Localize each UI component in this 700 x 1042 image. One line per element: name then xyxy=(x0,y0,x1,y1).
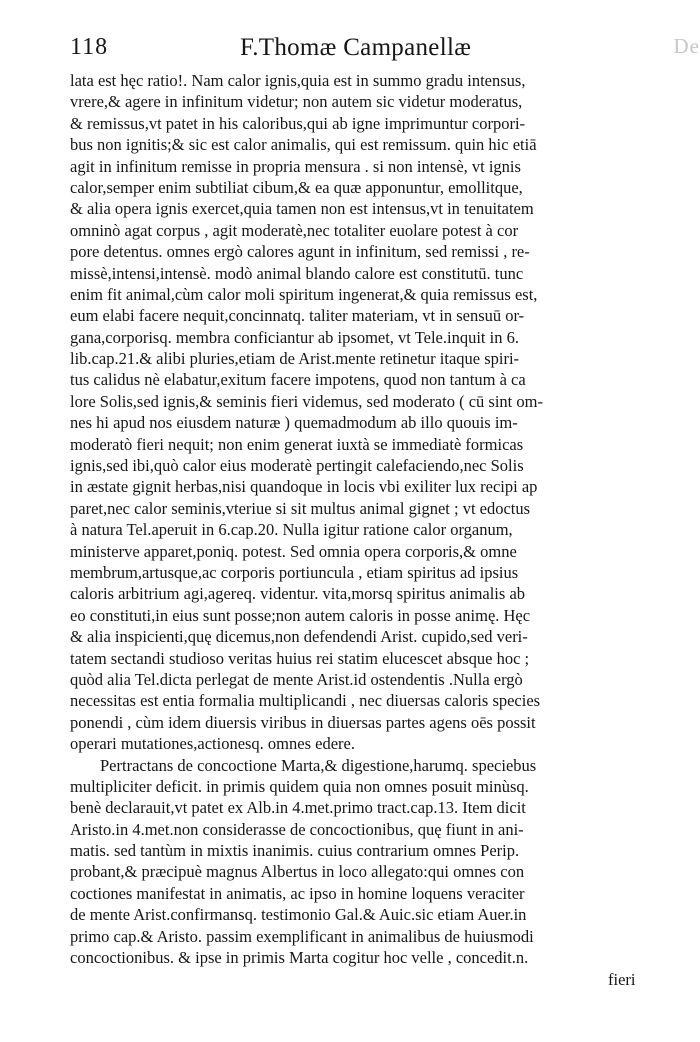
page-number: 118 xyxy=(70,34,109,60)
text-line: matis. sed tantùm in mixtis inanimis. cuius contrarium omnes Perip. xyxy=(70,841,520,861)
text-line: ignis,sed ibi,quò calor eius moderatè pertingit calefaciendo,nec Solis xyxy=(70,456,524,476)
text-line: Pertractans de concoctione Marta,& digestione,harumq. speciebus xyxy=(100,755,537,775)
text-line: operari mutationes,actionesq. omnes edere. xyxy=(70,734,355,754)
text-line: caloris arbitrium agi,agereq. videntur. vita,morsq spiritus animalis ab xyxy=(70,584,526,604)
text-line: eo constituti,in eius sunt posse;non autem caloris in posse animę. Hęc xyxy=(70,605,531,625)
text-line: coctiones manifestat in animatis, ac ipso in homine loquens veraciter xyxy=(70,883,525,903)
text-line: membrum,artusque,ac corporis portiuncula , etiam spiritus ad ipsius xyxy=(70,562,519,582)
text-line: eum elabi facere nequit,concinnatq. taliter materiam, vt in sensuū or- xyxy=(70,306,525,326)
text-line: multipliciter deficit. in primis quidem quia non omnes posuit minùsq. xyxy=(70,776,529,796)
text-line: primo cap.& Aristo. passim exemplificant in animalibus de huiusmodi xyxy=(70,926,534,946)
text-line: probant,& præcipuè magnus Albertus in loco allegato:qui omnes con xyxy=(70,862,525,882)
text-line: concoctionibus. & ipse in primis Marta cogitur hoc velle , concedit.n. xyxy=(70,948,529,968)
text-line: Aristo.in 4.met.non considerasse de concoctionibus, quę fiunt in ani- xyxy=(70,819,524,839)
paragraph-2 xyxy=(70,755,670,969)
text-line: enim fit animal,cùm calor moli spiritum ingenerat,& quia remissus est, xyxy=(70,284,538,304)
text-line: ministerve apparet,poniq. potest. Sed omnia opera corporis,& omne xyxy=(70,541,517,561)
text-line: agit in infinitum remisse in propria mensura . si non intensè, vt ignis xyxy=(70,156,521,176)
text-line: vrere,& agere in infinitum videtur; non autem sic videtur moderatus, xyxy=(70,92,523,112)
catchword: fieri xyxy=(608,970,636,989)
text-line: calor,semper enim subtiliat cibum,& ea quæ apponuntur, emollitque, xyxy=(70,177,523,197)
text-line: moderatò fieri nequit; non enim generat iuxtà se immediatè formicas xyxy=(70,434,524,454)
text-line: de mente Arist.confirmansq. testimonio Gal.& Auic.sic etiam Auer.in xyxy=(70,905,527,925)
text-line: missè,intensi,intensè. modò animal blando calore est constitutū. tunc xyxy=(70,263,524,283)
text-line: paret,nec calor seminis,vteriue si sit multus animal gignet ; vt edoctus xyxy=(70,498,531,518)
text-line: benè declarauit,vt patet ex Alb.in 4.met.primo tract.cap.13. Item dicit xyxy=(70,798,526,818)
text-line: & alia inspicienti,quę dicemus,non defendendi Arist. cupido,sed veri- xyxy=(70,627,528,647)
text-line: tatem sectandi studioso veritas huius rei statim elucescet absque hoc ; xyxy=(70,648,530,668)
text-line: gana,corporisq. membra conficiantur ab ipsomet, vt Tele.inquit in 6. xyxy=(70,327,519,347)
page-header xyxy=(60,34,660,64)
paragraph-1 xyxy=(70,70,670,755)
text-line: necessitas est entia formalia multiplicandi , nec diuersas caloris species xyxy=(70,691,541,711)
text-line: tus calidus nè elabatur,exitum facere impotens, quod non tantum à ca xyxy=(70,370,526,390)
text-line: ponendi , cùm idem diuersis viribus in diuersas partes agens oēs possit xyxy=(70,712,536,732)
text-line: & alia opera ignis exercet,quia tamen non est intensus,vt in tenuitatem xyxy=(70,199,534,219)
text-line: nes hi apud nos eiusdem naturæ ) quemadmodum ab illo quouis im- xyxy=(70,413,518,433)
text-line: lore Solis,sed ignis,& seminis fieri videmus, sed moderato ( cū sint om- xyxy=(70,391,543,411)
text-line: quòd alia Tel.dicta perlegat de mente Arist.id ostendentis .Nulla ergò xyxy=(70,669,523,689)
text-line: bus non ignitis;& sic est calor animalis, qui est remissum. quin hic etiā xyxy=(70,135,537,155)
text-line: pore detentus. omnes ergò calores agunt in infinitum, sed remissi , re- xyxy=(70,242,530,262)
text-line: lata est hęc ratio!. Nam calor ignis,quia est in summo gradu intensus, xyxy=(70,71,526,90)
bleed-through-text: De xyxy=(673,34,700,58)
text-line: omninò agat corpus , agit moderatè,nec totaliter euolare potest à cor xyxy=(70,220,519,240)
text-line: à natura Tel.aperuit in 6.cap.20. Nulla igitur ratione calor organum, xyxy=(70,520,513,540)
running-head: F.Thomæ Campanellæ xyxy=(240,34,472,61)
text-line: lib.cap.21.& alibi pluries,etiam de Arist.mente retinetur itaque spiri- xyxy=(70,349,520,369)
text-line: in æstate gignit herbas,nisi quandoque in locis vbi exiliter lux recipi ap xyxy=(70,477,538,497)
text-line: & remissus,vt patet in his caloribus,qui ab igne imprimuntur corpori- xyxy=(70,113,526,133)
body-text xyxy=(70,70,670,968)
